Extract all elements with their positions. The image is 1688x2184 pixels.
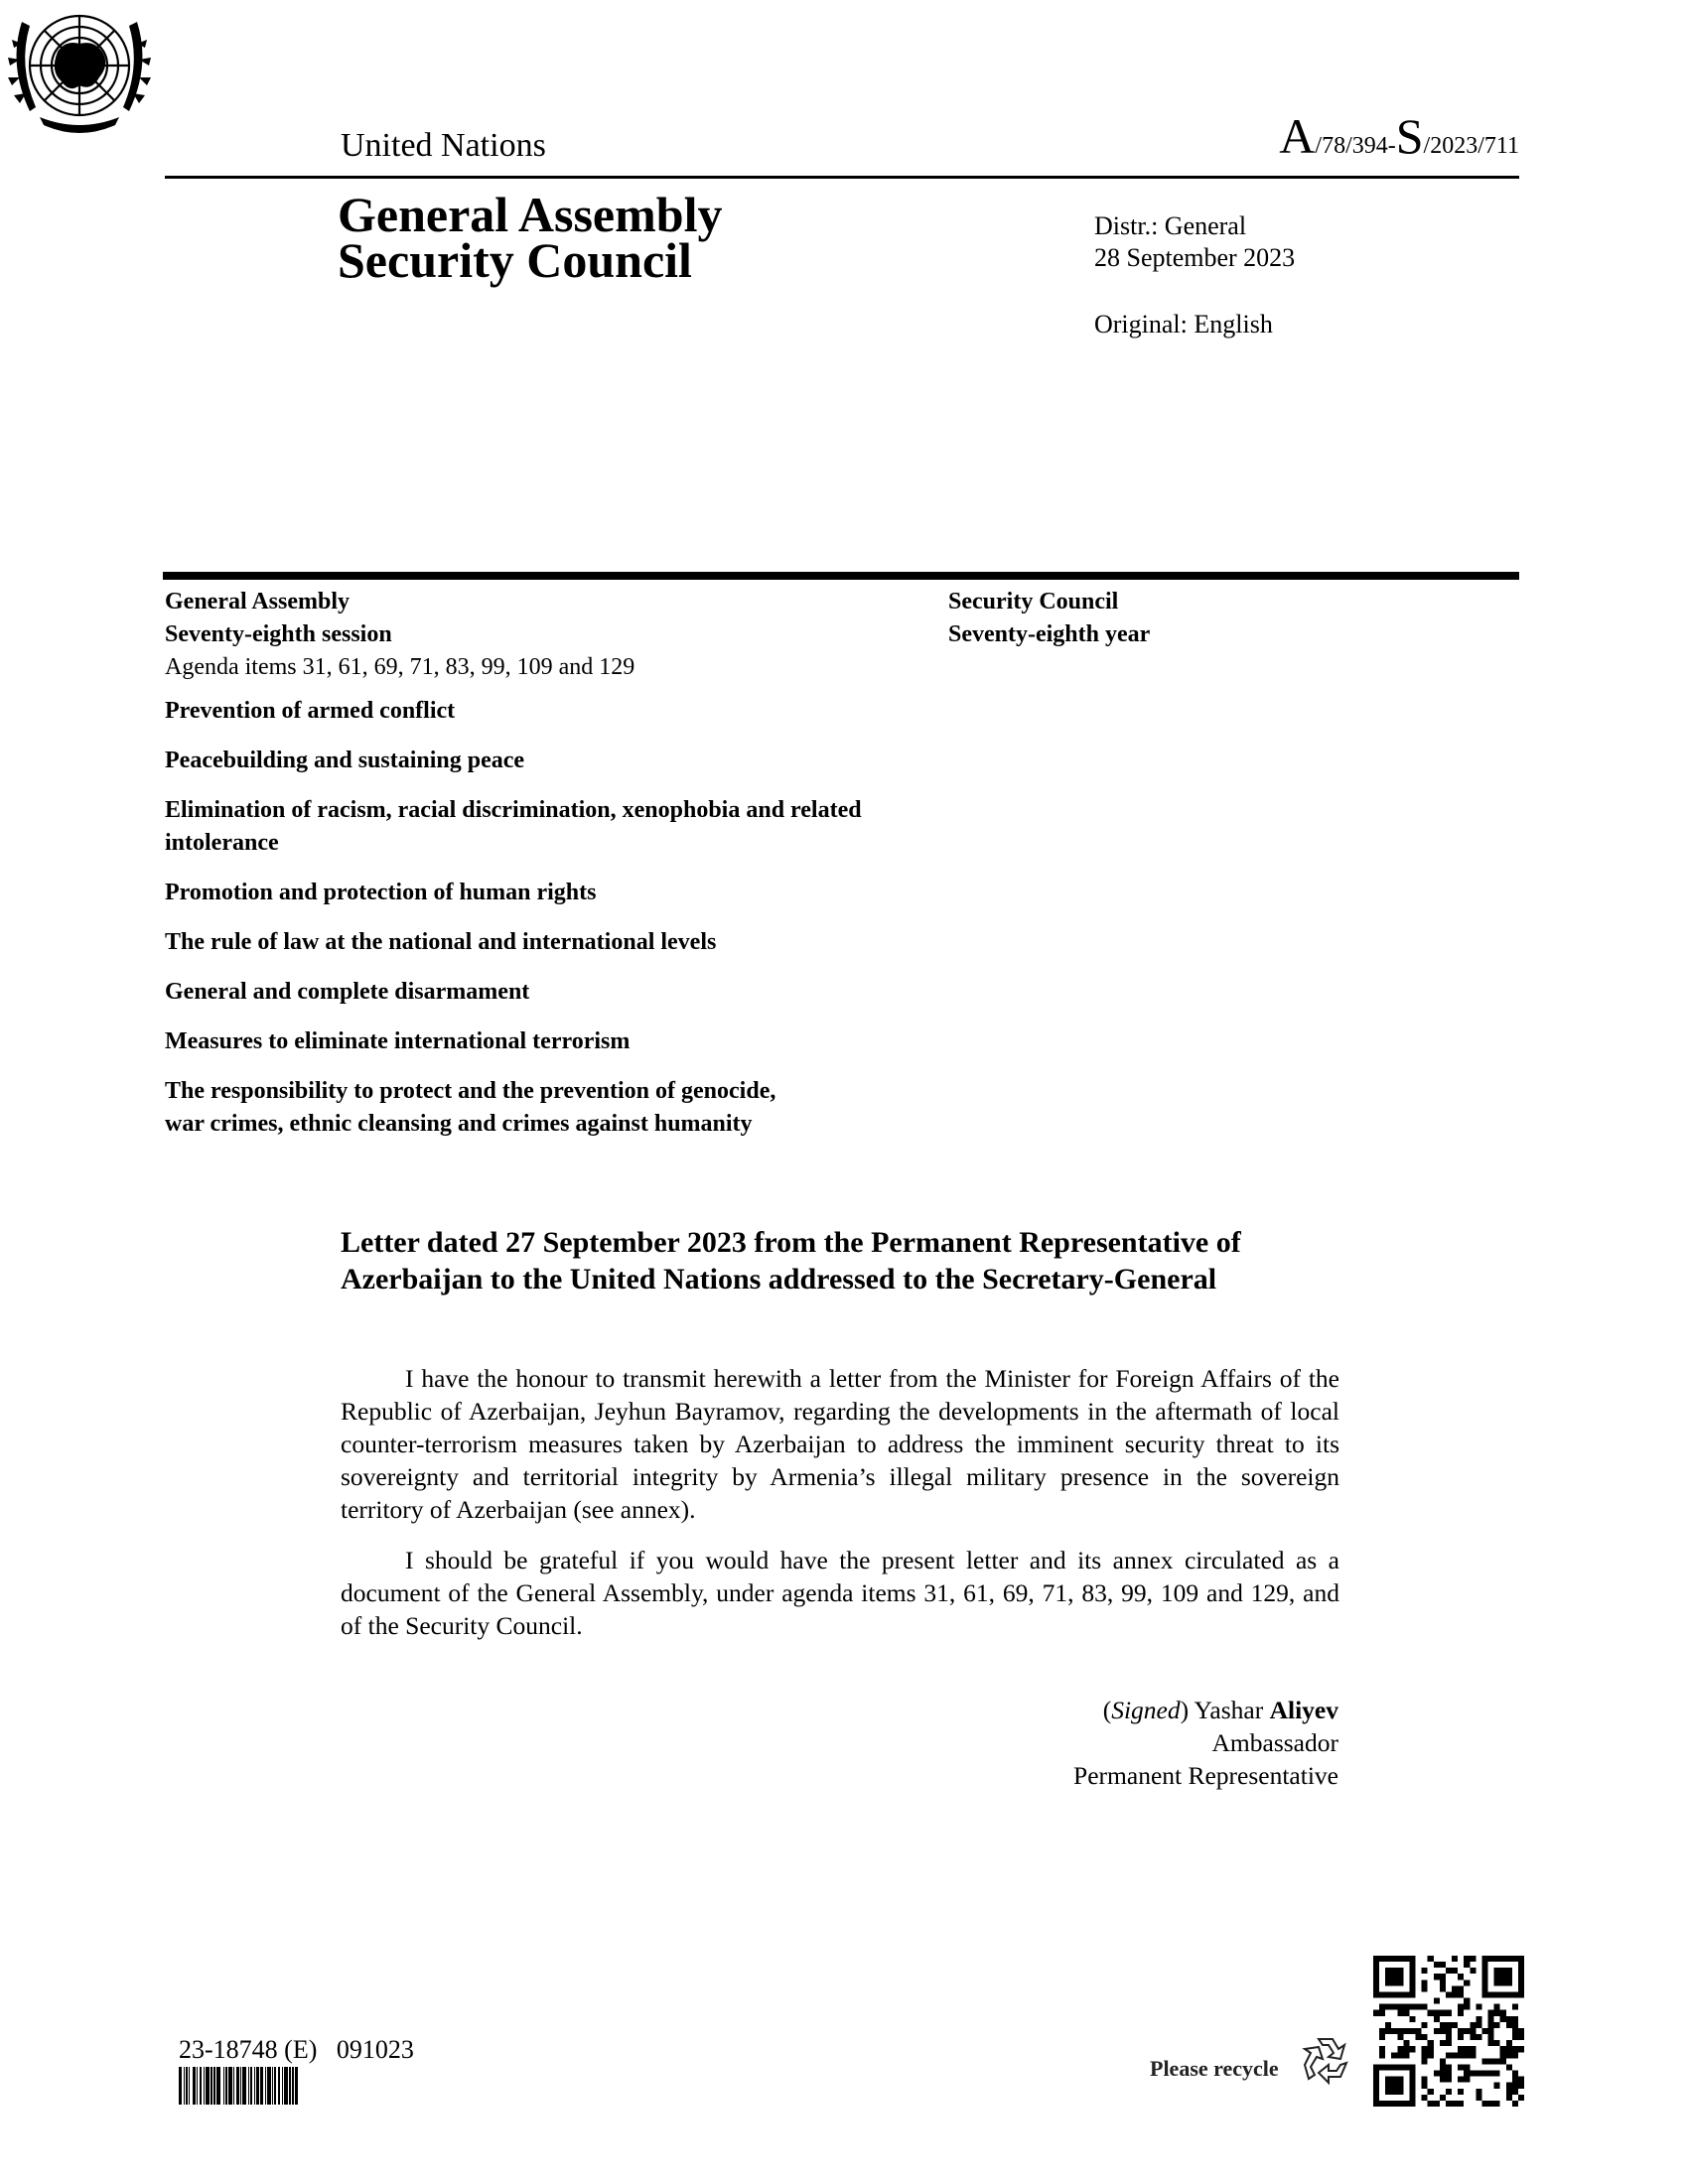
sc-year: Seventy-eighth year bbox=[948, 621, 1151, 647]
ga-session: Seventy-eighth session bbox=[165, 621, 392, 647]
document-number bbox=[179, 2035, 414, 2065]
print-date: 091023 bbox=[336, 2035, 414, 2064]
signatory-title: Ambassador bbox=[1211, 1728, 1338, 1757]
original-language: Original: English bbox=[1094, 310, 1273, 339]
qr-code-icon bbox=[1373, 1956, 1524, 2107]
symbol-prefix-a: A bbox=[1279, 108, 1316, 164]
un-emblem-icon bbox=[0, 0, 159, 141]
organ-names bbox=[338, 187, 723, 288]
letter-paragraph: I should be grateful if you would have the present letter and its annex circulated as a document of the General Assembly, under agenda items 31, 61, 69, 71, 83, 99, 109 and 129, and of the Security Council. bbox=[341, 1546, 1339, 1640]
signed-label: Signed bbox=[1111, 1696, 1181, 1724]
agenda-topics bbox=[165, 695, 919, 1158]
agenda-topic: General and complete disarmament bbox=[165, 979, 530, 1005]
general-assembly-session bbox=[165, 586, 634, 684]
header-rule bbox=[165, 176, 1519, 179]
symbol-prefix-s: S bbox=[1395, 108, 1424, 164]
signature-line: (Signed) Yashar Aliyev bbox=[1102, 1696, 1338, 1724]
agenda-topic: The rule of law at the national and international levels bbox=[165, 929, 717, 955]
symbol-a-number: /78/394- bbox=[1315, 133, 1396, 159]
agenda-topic: Elimination of racism, racial discrimination, xenophobia and related intolerance bbox=[165, 797, 862, 856]
organ-general-assembly: General Assembly bbox=[338, 187, 723, 242]
symbol-s-number: /2023/711 bbox=[1423, 133, 1519, 159]
signatory-first-name: Yashar bbox=[1194, 1696, 1264, 1724]
letter-title: Letter dated 27 September 2023 from the Permanent Representative of Azerbaijan to the United Nations addressed to the Secretary-General bbox=[341, 1226, 1241, 1296]
agenda-topic: Prevention of armed conflict bbox=[165, 698, 456, 724]
agenda-topic: Measures to eliminate international terrorism bbox=[165, 1028, 631, 1054]
signatory-role: Permanent Representative bbox=[1073, 1761, 1338, 1790]
ga-body: General Assembly bbox=[165, 589, 350, 614]
security-council-session bbox=[948, 586, 1150, 651]
sc-body: Security Council bbox=[948, 589, 1119, 614]
organization-name: United Nations bbox=[341, 127, 546, 164]
document-date: 28 September 2023 bbox=[1094, 243, 1296, 272]
organ-security-council: Security Council bbox=[338, 232, 692, 288]
session-rule bbox=[163, 572, 1519, 580]
agenda-topic: The responsibility to protect and the prevention of genocide, war crimes, ethnic cleansing and crimes against humanity bbox=[165, 1078, 776, 1137]
document-symbol bbox=[1279, 108, 1519, 164]
agenda-topic: Promotion and protection of human rights bbox=[165, 880, 597, 905]
job-number: 23-18748 (E) bbox=[179, 2035, 318, 2064]
distribution: Distr.: General bbox=[1094, 211, 1247, 240]
ga-agenda-items: Agenda items 31, 61, 69, 71, 83, 99, 109 and 129 bbox=[165, 654, 635, 680]
agenda-topic: Peacebuilding and sustaining peace bbox=[165, 748, 525, 773]
distribution-block bbox=[1094, 210, 1295, 274]
signature-block bbox=[1073, 1694, 1338, 1792]
barcode-icon bbox=[179, 2067, 455, 2105]
recycle-text: Please recycle bbox=[1150, 2056, 1279, 2081]
recycle-icon bbox=[1299, 2035, 1352, 2087]
letter-paragraph: I have the honour to transmit herewith a letter from the Minister for Foreign Affairs of the Republic of Azerbaijan, Jeyhun Bayramov, regarding the developments in the aftermath of local counter-terrorism measures taken by Azerbaijan to address the imminent security threat to its sovereignty and territorial integrity by Armenia’s illegal military presence in the sovereign territory of Azerbaijan (see annex). bbox=[341, 1364, 1339, 1524]
signatory-last-name: Aliyev bbox=[1269, 1696, 1338, 1724]
